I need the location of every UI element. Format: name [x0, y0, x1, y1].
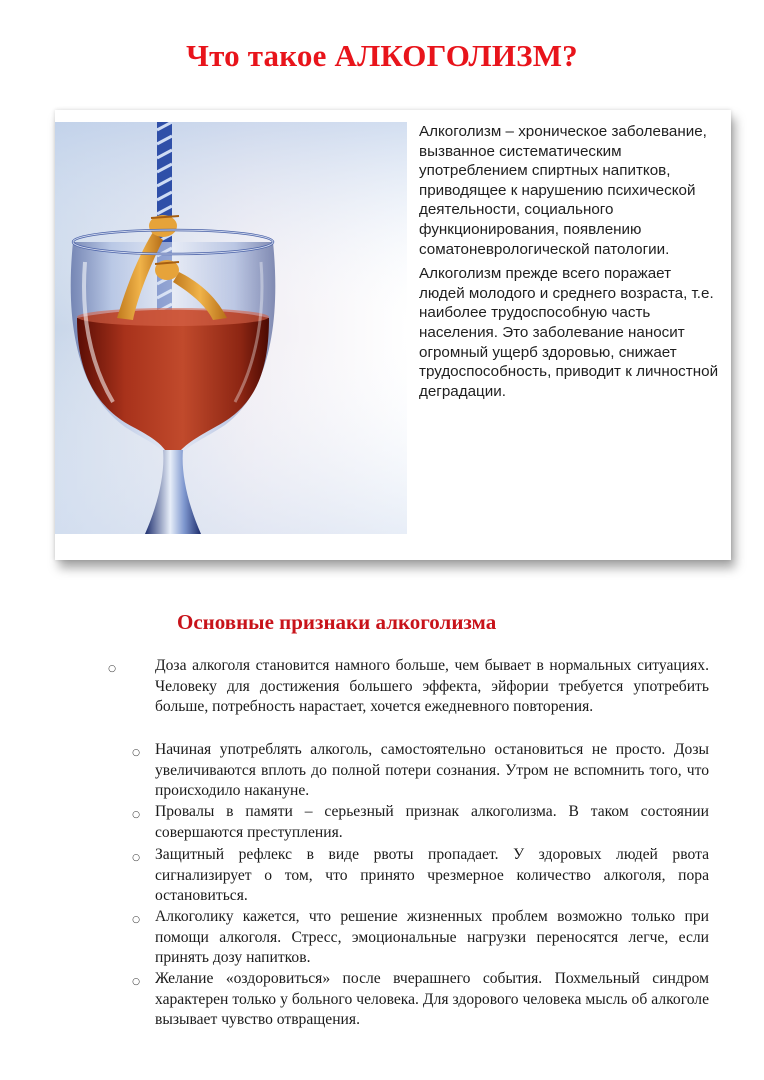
circle-bullet-icon: ○	[108, 664, 116, 674]
signs-heading: Основные признаки алкоголизма	[177, 610, 497, 634]
circle-bullet-icon: ○	[132, 810, 140, 820]
definition-paragraph: Алкоголизм – хроническое заболевание, вызванное систематическим употреблением спиртных напитков, приводящее к нарушению психической деятельности, социального функционирования, появлению соматоневрологической патологии.	[419, 123, 707, 258]
circle-bullet-icon: ○	[132, 977, 140, 987]
list-item: Алкоголику кажется, что решение жизненных проблем возможно только при помощи алкоголя. Стресс, эмоциональные нагрузки переносятся легче, если принять дозу напитков.	[155, 908, 709, 967]
impact-paragraph: Алкоголизм прежде всего поражает людей молодого и среднего возраста, т.е. наиболее трудоспособную часть населения. Это заболевание наносит огромный ущерб здоровью, снижает трудоспособность, приводит к личностной деградации.	[419, 265, 719, 400]
circle-bullet-icon: ○	[132, 748, 140, 758]
definition-text	[419, 122, 719, 406]
list-item: Защитный рефлекс в виде рвоты пропадает. У здоровых людей рвота сигнализирует о том, что принято чрезмерное количество алкоголя, пора остановиться.	[155, 846, 709, 905]
info-card	[55, 110, 731, 560]
wine-glass-illustration	[55, 122, 407, 534]
page-title: Что такое АЛКОГОЛИЗМ?	[186, 38, 578, 73]
list-item: Желание «оздоровиться» после вчерашнего события. Похмельный синдром характерен только у больного человека. Для здорового человека мысль об алкоголе вызывает чувство отвращения.	[155, 970, 709, 1029]
circle-bullet-icon: ○	[132, 915, 140, 925]
list-item: Провалы в памяти – серьезный признак алкоголизма. В таком состоянии совершаются преступления.	[155, 803, 709, 841]
list-item: Начиная употреблять алкоголь, самостоятельно остановиться не просто. Дозы увеличиваются вплоть до полной потери сознания. Утром не вспомнить того, что происходило накануне.	[155, 741, 709, 800]
list-item: Доза алкоголя становится намного больше, чем бывает в нормальных ситуациях. Человеку для достижения большего эффекта, эйфории требуется употребить больше, потребность нарастает, хочется ежедневного повторения.	[155, 657, 709, 716]
circle-bullet-icon: ○	[132, 853, 140, 863]
